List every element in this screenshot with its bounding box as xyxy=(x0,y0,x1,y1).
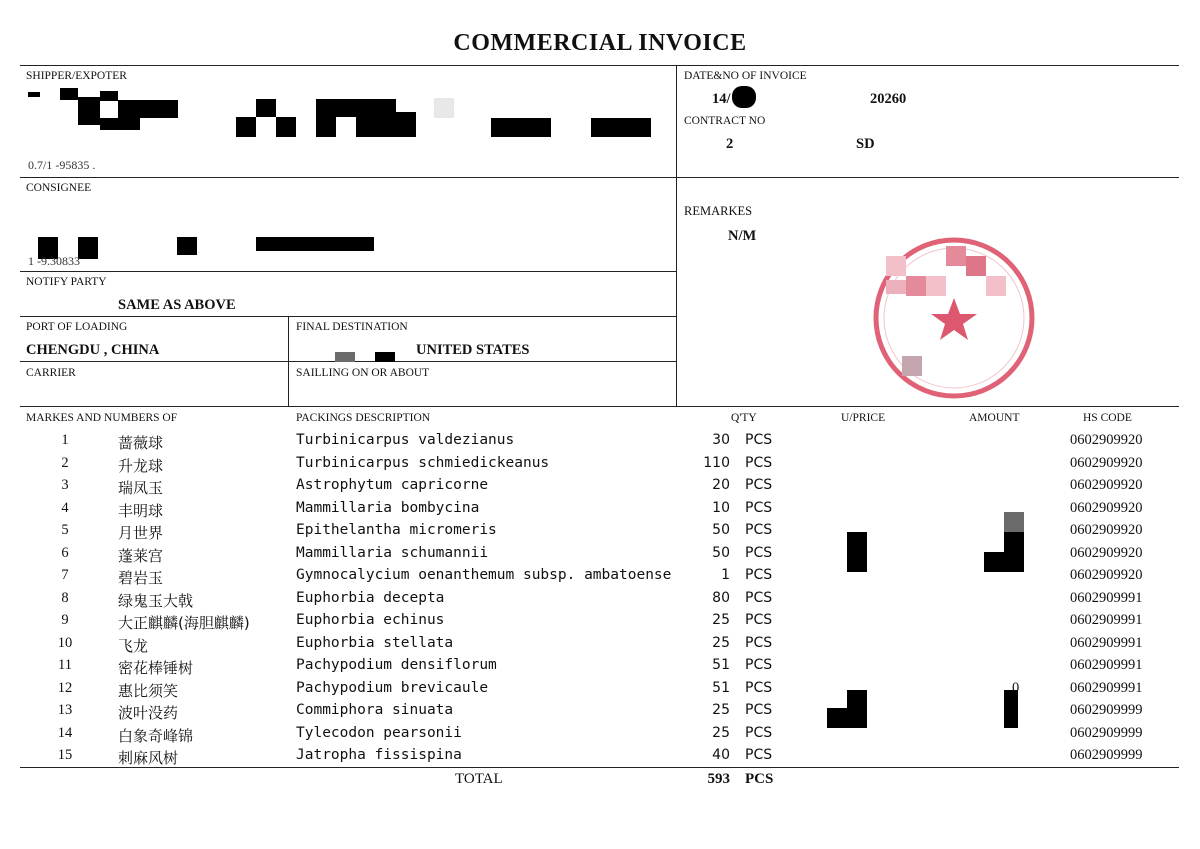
hs-code: 0602909991 xyxy=(1070,679,1143,696)
redaction xyxy=(177,237,197,255)
botanical-name: Euphorbia stellata xyxy=(296,634,454,651)
row-number: 1 xyxy=(61,432,69,448)
unit: PCS xyxy=(745,522,773,538)
redaction xyxy=(1004,512,1024,532)
table-row xyxy=(0,725,1200,747)
chinese-name: 波叶没药 xyxy=(118,704,179,722)
amount-fragment: 0 xyxy=(1012,680,1020,696)
table-row xyxy=(0,657,1200,679)
col-header-qty: Q'TY xyxy=(731,412,757,424)
col-header-marks: MARKES AND NUMBERS OF xyxy=(26,412,178,424)
divider-consignee xyxy=(20,271,676,272)
botanical-name: Mammillaria bombycina xyxy=(296,499,480,516)
contract-label: CONTRACT NO xyxy=(684,115,766,127)
botanical-name: Epithelantha micromeris xyxy=(296,522,497,538)
redaction xyxy=(847,532,867,572)
redaction xyxy=(236,117,256,137)
row-number: 15 xyxy=(57,747,73,763)
quantity: 1 xyxy=(721,567,730,583)
table-row xyxy=(0,590,1200,612)
hs-code: 0602909991 xyxy=(1070,589,1143,606)
invoice-number: 20260 xyxy=(870,91,907,107)
botanical-name: Pachypodium densiflorum xyxy=(296,657,497,673)
table-row xyxy=(0,635,1200,657)
redaction xyxy=(1004,532,1024,572)
unit: PCS xyxy=(745,747,773,763)
total-qty: 593 xyxy=(707,771,730,787)
redaction xyxy=(984,552,1004,572)
unit: PCS xyxy=(745,612,773,628)
quantity: 25 xyxy=(712,634,730,651)
table-row xyxy=(0,432,1200,454)
quantity: 20 xyxy=(712,477,730,493)
col-header-hs: HS CODE xyxy=(1083,412,1132,424)
sailing-label: SAILLING ON OR ABOUT xyxy=(296,367,430,379)
redaction xyxy=(491,118,551,137)
chinese-name: 密花棒锤树 xyxy=(118,659,194,677)
quantity: 51 xyxy=(712,657,730,673)
botanical-name: Gymnocalycium oenanthemum subsp. ambatoense xyxy=(296,567,672,583)
quantity: 40 xyxy=(712,747,730,763)
col-header-desc: PACKINGS DESCRIPTION xyxy=(296,412,431,424)
botanical-name: Turbinicarpus schmiedickeanus xyxy=(296,454,550,471)
divider-notify xyxy=(20,316,676,317)
hs-code: 0602909991 xyxy=(1070,634,1143,651)
contract-value-end: SD xyxy=(856,136,875,152)
unit: PCS xyxy=(745,499,773,516)
redaction xyxy=(356,117,376,137)
redaction xyxy=(78,97,100,125)
row-number: 7 xyxy=(61,567,69,583)
remarks-label: REMARKES xyxy=(684,204,753,218)
redaction xyxy=(100,91,118,101)
redaction xyxy=(276,117,296,137)
row-number: 8 xyxy=(61,589,69,606)
hs-code: 0602909920 xyxy=(1070,454,1143,471)
redaction xyxy=(375,352,395,362)
hs-code: 0602909920 xyxy=(1070,544,1143,561)
table-row xyxy=(0,477,1200,499)
quantity: 50 xyxy=(712,522,730,538)
chinese-name: 丰明球 xyxy=(118,501,164,520)
unit: PCS xyxy=(745,567,773,583)
unit: PCS xyxy=(745,589,773,606)
redaction xyxy=(827,708,847,728)
chinese-name: 碧岩玉 xyxy=(118,569,164,587)
botanical-name: Tylecodon pearsonii xyxy=(296,724,462,741)
quantity: 30 xyxy=(712,432,730,448)
hs-code: 0602909999 xyxy=(1070,747,1143,763)
redaction xyxy=(376,99,396,137)
chinese-name: 绿鬼玉大戟 xyxy=(118,591,194,610)
unit: PCS xyxy=(745,454,773,471)
hs-code: 0602909991 xyxy=(1070,612,1143,628)
final-dest-label: FINAL DESTINATION xyxy=(296,321,408,333)
chinese-name: 飞龙 xyxy=(118,636,149,655)
quantity: 25 xyxy=(712,702,730,718)
consignee-fragment: 1 -9.30833 xyxy=(28,254,80,268)
hs-code: 0602909920 xyxy=(1070,499,1143,516)
chinese-name: 月世界 xyxy=(118,524,164,542)
unit: PCS xyxy=(745,702,773,718)
row-number: 13 xyxy=(57,702,73,718)
table-row xyxy=(0,747,1200,769)
table-row xyxy=(0,680,1200,702)
hs-code: 0602909920 xyxy=(1070,432,1143,448)
redaction xyxy=(396,112,416,137)
redaction xyxy=(256,99,276,117)
shipper-label: SHIPPER/EXPOTER xyxy=(26,70,127,82)
unit: PCS xyxy=(745,724,773,741)
redaction xyxy=(335,352,355,362)
row-number: 4 xyxy=(61,499,69,516)
carrier-label: CARRIER xyxy=(26,367,76,379)
chinese-name: 惠比须笑 xyxy=(118,681,179,700)
row-number: 6 xyxy=(61,544,69,561)
chinese-name: 升龙球 xyxy=(118,456,164,475)
redaction xyxy=(591,118,651,137)
hs-code: 0602909920 xyxy=(1070,477,1143,493)
redaction xyxy=(316,99,336,137)
hs-code: 0602909920 xyxy=(1070,567,1143,583)
redaction xyxy=(256,237,374,251)
botanical-name: Mammillaria schumannii xyxy=(296,544,489,561)
row-number: 10 xyxy=(57,634,73,651)
quantity: 25 xyxy=(712,612,730,628)
row-number: 5 xyxy=(61,522,69,538)
quantity: 50 xyxy=(712,544,730,561)
row-number: 14 xyxy=(57,724,73,741)
total-label: TOTAL xyxy=(455,771,503,787)
botanical-name: Astrophytum capricorne xyxy=(296,477,489,493)
redaction xyxy=(100,118,140,130)
contract-value-start: 2 xyxy=(726,136,734,152)
border-top xyxy=(20,65,1179,66)
quantity: 80 xyxy=(712,589,730,606)
redaction xyxy=(118,100,178,118)
chinese-name: 白象奇峰锦 xyxy=(118,726,194,745)
redaction xyxy=(847,690,867,728)
chinese-name: 刺麻风树 xyxy=(118,749,179,767)
row-number: 12 xyxy=(57,679,73,696)
unit: PCS xyxy=(745,634,773,651)
row-number: 2 xyxy=(61,454,69,471)
notify-label: NOTIFY PARTY xyxy=(26,276,107,288)
table-row xyxy=(0,455,1200,477)
divider-vertical-port xyxy=(288,316,289,407)
unit: PCS xyxy=(745,477,773,493)
hs-code: 0602909991 xyxy=(1070,657,1143,673)
redaction xyxy=(336,99,376,117)
hs-code: 0602909999 xyxy=(1070,702,1143,718)
redaction xyxy=(78,237,98,259)
row-number: 3 xyxy=(61,477,69,493)
quantity: 51 xyxy=(712,679,730,696)
consignee-label: CONSIGNEE xyxy=(26,182,92,194)
botanical-name: Euphorbia echinus xyxy=(296,612,445,628)
quantity: 25 xyxy=(712,724,730,741)
row-number: 11 xyxy=(58,657,72,673)
botanical-name: Turbinicarpus valdezianus xyxy=(296,432,515,448)
document-title: COMMERCIAL INVOICE xyxy=(453,30,747,56)
final-dest-value: UNITED STATES xyxy=(416,342,530,358)
table-row xyxy=(0,702,1200,724)
botanical-name: Jatropha fissispina xyxy=(296,747,462,763)
chinese-name: 大正麒麟(海胆麒麟) xyxy=(118,614,250,632)
chinese-name: 瑞凤玉 xyxy=(118,479,164,497)
redaction xyxy=(434,98,454,118)
divider-vertical-main xyxy=(676,65,677,407)
quantity: 10 xyxy=(712,499,730,516)
botanical-name: Commiphora sinuata xyxy=(296,702,454,718)
col-header-uprice: U/PRICE xyxy=(841,412,886,424)
unit: PCS xyxy=(745,432,773,448)
row-number: 9 xyxy=(61,612,69,628)
chinese-name: 蓬莱宫 xyxy=(118,546,164,565)
redaction xyxy=(732,86,756,108)
notify-value: SAME AS ABOVE xyxy=(118,297,236,313)
table-row xyxy=(0,612,1200,634)
total-unit: PCS xyxy=(745,771,774,787)
divider-shipper xyxy=(20,177,1179,178)
unit: PCS xyxy=(745,544,773,561)
shipper-fragment: 0.7/1 -95835 . xyxy=(28,158,96,172)
port-value: CHENGDU , CHINA xyxy=(26,342,160,358)
port-label: PORT OF LOADING xyxy=(26,321,128,333)
invoice-date: 14/ xyxy=(712,91,731,107)
redaction xyxy=(60,88,78,100)
quantity: 110 xyxy=(703,454,730,471)
hs-code: 0602909920 xyxy=(1070,522,1143,538)
unit: PCS xyxy=(745,657,773,673)
company-seal xyxy=(872,236,1036,400)
botanical-name: Euphorbia decepta xyxy=(296,589,445,606)
col-header-amount: AMOUNT xyxy=(969,412,1020,424)
date-no-label: DATE&NO OF INVOICE xyxy=(684,70,807,82)
unit: PCS xyxy=(745,679,773,696)
redaction xyxy=(28,92,40,97)
hs-code: 0602909999 xyxy=(1070,724,1143,741)
remarks-value: N/M xyxy=(728,228,757,244)
botanical-name: Pachypodium brevicaule xyxy=(296,679,489,696)
chinese-name: 蔷薇球 xyxy=(118,434,164,452)
divider-header-bottom xyxy=(20,406,1179,407)
